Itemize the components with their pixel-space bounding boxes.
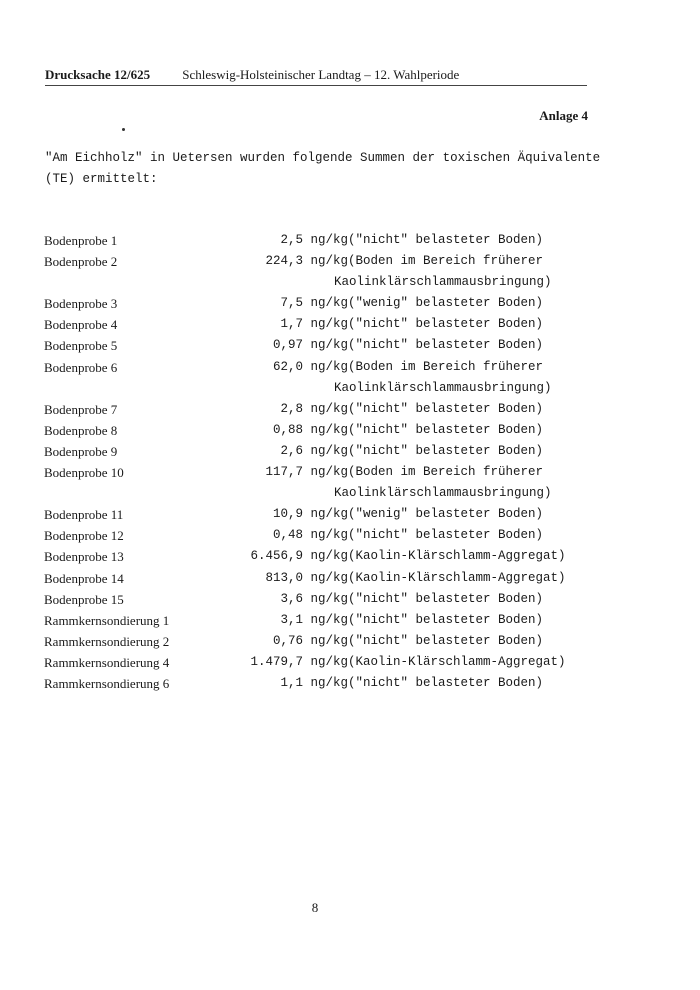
table-row	[44, 441, 566, 462]
sample-value: 3,1 ng/kg	[280, 612, 348, 627]
header-title: Schleswig-Holsteinischer Landtag – 12. Wahlperiode	[182, 67, 460, 82]
table-row	[44, 525, 566, 546]
table-row	[44, 251, 566, 272]
sample-value: 2,8 ng/kg	[280, 401, 348, 416]
sample-description: (Kaolin-Klärschlamm-Aggregat)	[348, 549, 566, 564]
sample-description: ("nicht" belasteter Boden)	[348, 317, 544, 332]
table-row	[44, 399, 566, 420]
table-row	[44, 420, 566, 441]
table-row	[44, 631, 566, 652]
sample-value: 10,9 ng/kg	[272, 507, 348, 522]
sample-label: Bodenprobe 15	[44, 591, 124, 607]
table-row	[44, 589, 566, 610]
sample-label: Rammkernsondierung 2	[44, 633, 170, 649]
sample-label: Bodenprobe 2	[44, 254, 118, 270]
sample-value: 7,5 ng/kg	[280, 296, 348, 311]
sample-label: Rammkernsondierung 1	[44, 612, 170, 628]
sample-description: ("nicht" belasteter Boden)	[348, 675, 544, 690]
sample-value: 1,7 ng/kg	[280, 317, 348, 332]
sample-description-continued: Kaolinklärschlammausbringung)	[334, 486, 552, 501]
sample-description: ("nicht" belasteter Boden)	[348, 443, 544, 458]
table-row	[44, 293, 566, 314]
sample-label: Bodenprobe 12	[44, 528, 124, 544]
sample-description: ("nicht" belasteter Boden)	[348, 633, 544, 648]
sample-value: 0,76 ng/kg	[272, 633, 348, 648]
sample-label: Bodenprobe 8	[44, 422, 118, 438]
table-row-continuation	[44, 483, 566, 504]
table-row	[44, 504, 566, 525]
scan-speck	[122, 128, 125, 131]
sample-description-continued: Kaolinklärschlammausbringung)	[334, 380, 552, 395]
intro-text	[45, 148, 605, 190]
sample-value: 813,0 ng/kg	[265, 570, 348, 585]
table-row	[44, 652, 566, 673]
sample-value: 6.456,9 ng/kg	[250, 549, 348, 564]
table-row	[44, 314, 566, 335]
sample-label: Bodenprobe 3	[44, 296, 118, 312]
table-row	[44, 335, 566, 356]
sample-label: Bodenprobe 5	[44, 338, 118, 354]
sample-label: Rammkernsondierung 6	[44, 675, 170, 691]
sample-description: ("nicht" belasteter Boden)	[348, 422, 544, 437]
sample-description: ("nicht" belasteter Boden)	[348, 233, 544, 247]
sample-description: (Boden im Bereich früherer	[348, 465, 544, 480]
sample-description: (Boden im Bereich früherer	[348, 359, 544, 374]
sample-label: Bodenprobe 14	[44, 570, 124, 586]
table-row-continuation	[44, 378, 566, 399]
sample-value: 0,48 ng/kg	[272, 528, 348, 543]
sample-label: Rammkernsondierung 4	[44, 654, 170, 670]
sample-value: 62,0 ng/kg	[272, 359, 348, 374]
sample-value: 1,1 ng/kg	[280, 675, 348, 690]
document-number: Drucksache 12/625	[45, 67, 151, 82]
sample-description: ("nicht" belasteter Boden)	[348, 401, 544, 416]
sample-label: Bodenprobe 7	[44, 401, 118, 417]
sample-value: 2,6 ng/kg	[280, 443, 348, 458]
sample-value: 2,5 ng/kg	[280, 233, 348, 247]
page-header	[45, 67, 587, 86]
page-number: 8	[311, 900, 319, 915]
table-row	[44, 462, 566, 483]
sample-description: ("nicht" belasteter Boden)	[348, 591, 544, 606]
sample-label: Bodenprobe 6	[44, 359, 118, 375]
sample-description: ("nicht" belasteter Boden)	[348, 338, 544, 353]
sample-value: 117,7 ng/kg	[265, 465, 348, 480]
sample-label: Bodenprobe 4	[44, 317, 118, 333]
sample-description: ("wenig" belasteter Boden)	[348, 296, 544, 311]
sample-value: 3,6 ng/kg	[280, 591, 348, 606]
sample-description: (Kaolin-Klärschlamm-Aggregat)	[348, 570, 566, 585]
sample-description-continued: Kaolinklärschlammausbringung)	[334, 275, 552, 290]
table-row	[44, 546, 566, 567]
annex-label: Anlage 4	[539, 108, 588, 123]
sample-description: ("nicht" belasteter Boden)	[348, 528, 544, 543]
intro-line-2: (TE) ermittelt:	[45, 172, 158, 186]
sample-label: Bodenprobe 9	[44, 443, 118, 459]
table-row	[44, 673, 566, 694]
table-row	[44, 568, 566, 589]
sample-value: 0,97 ng/kg	[272, 338, 348, 353]
sample-label: Bodenprobe 13	[44, 549, 124, 565]
sample-description: ("nicht" belasteter Boden)	[348, 612, 544, 627]
sample-label: Bodenprobe 1	[44, 233, 118, 248]
sample-description: ("wenig" belasteter Boden)	[348, 507, 544, 522]
sample-description: (Kaolin-Klärschlamm-Aggregat)	[348, 654, 566, 669]
table-row	[44, 610, 566, 631]
table-row	[44, 230, 566, 251]
table-row	[44, 357, 566, 378]
table-row-continuation	[44, 272, 566, 293]
sample-value: 224,3 ng/kg	[265, 254, 348, 269]
sample-description: (Boden im Bereich früherer	[348, 254, 544, 269]
samples-table	[44, 230, 566, 694]
sample-label: Bodenprobe 10	[44, 465, 124, 481]
sample-value: 1.479,7 ng/kg	[250, 654, 348, 669]
intro-line-1: "Am Eichholz" in Uetersen wurden folgende Summen der toxischen Äquivalente	[45, 151, 601, 165]
sample-value: 0,88 ng/kg	[272, 422, 348, 437]
sample-label: Bodenprobe 11	[44, 507, 124, 523]
